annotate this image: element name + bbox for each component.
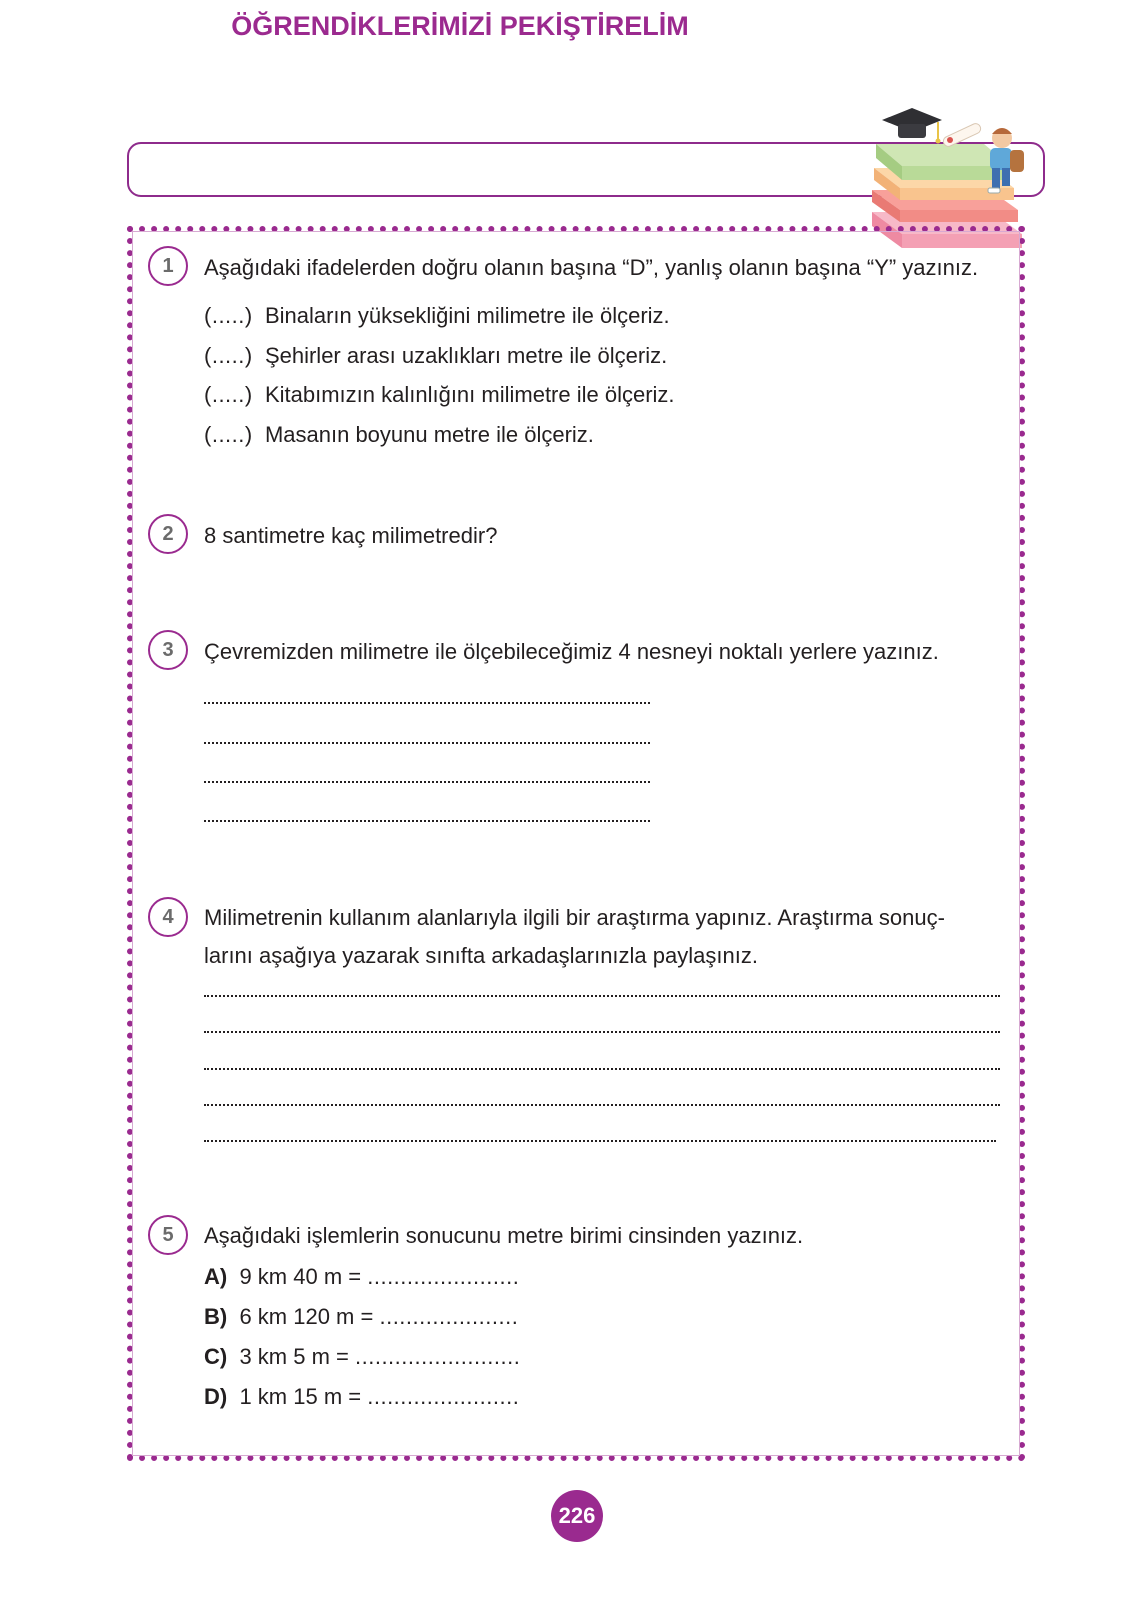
q5-item-a-blank[interactable]: ....................... xyxy=(367,1264,520,1289)
q1-item-4-blank[interactable]: (.....) xyxy=(204,422,253,447)
q4-answer-line-2[interactable] xyxy=(204,1029,1000,1033)
q5-item-c-expr: 3 km 5 m = xyxy=(239,1344,349,1369)
child-icon xyxy=(988,128,1024,193)
q5-item-a xyxy=(204,1263,519,1291)
q1-item-1-text: Binaların yüksekliğini milimetre ile ölçeriz. xyxy=(264,303,670,328)
q5-item-b-expr: 6 km 120 m = xyxy=(239,1304,374,1329)
question-4-number: 4 xyxy=(148,897,188,937)
page-number: 226 xyxy=(551,1490,603,1542)
q5-item-c-blank[interactable]: ......................... xyxy=(355,1344,521,1369)
question-2-number: 2 xyxy=(148,514,188,554)
q1-item-2 xyxy=(204,342,667,370)
q5-item-d-blank[interactable]: ....................... xyxy=(367,1384,520,1409)
question-3-prompt: Çevremizden milimetre ile ölçebileceğimiz 4 nesneyi noktalı yerlere yazınız. xyxy=(204,639,939,664)
graduation-cap-icon xyxy=(882,108,942,144)
q5-item-d xyxy=(204,1383,519,1411)
q5-item-b-label: B) xyxy=(204,1304,228,1329)
q4-answer-line-3[interactable] xyxy=(204,1066,1000,1070)
question-4-prompt-line-2: larını aşağıya yazarak sınıfta arkadaşlarınızla paylaşınız. xyxy=(204,943,758,968)
q4-answer-line-1[interactable] xyxy=(204,993,1000,997)
question-1-prompt: Aşağıdaki ifadelerden doğru olanın başına “D”, yanlış olanın başına “Y” yazınız. xyxy=(204,255,979,280)
q1-item-3 xyxy=(204,381,675,409)
q1-item-1 xyxy=(204,302,670,330)
q4-answer-line-5[interactable] xyxy=(204,1138,996,1142)
q1-item-1-blank[interactable]: (.....) xyxy=(204,303,253,328)
question-3-number: 3 xyxy=(148,630,188,670)
q5-item-c-label: C) xyxy=(204,1344,228,1369)
question-1-number: 1 xyxy=(148,246,188,286)
q3-answer-line-4[interactable] xyxy=(204,818,650,822)
q5-item-d-expr: 1 km 15 m = xyxy=(239,1384,362,1409)
q5-item-d-label: D) xyxy=(204,1384,228,1409)
q5-item-a-label: A) xyxy=(204,1264,228,1289)
question-5-prompt: Aşağıdaki işlemlerin sonucunu metre birimi cinsinden yazınız. xyxy=(204,1223,804,1248)
q1-item-2-blank[interactable]: (.....) xyxy=(204,343,253,368)
q1-item-3-blank[interactable]: (.....) xyxy=(204,382,253,407)
q3-answer-line-2[interactable] xyxy=(204,740,650,744)
q5-item-c xyxy=(204,1343,520,1371)
section-title: ÖĞRENDİKLERİMİZİ PEKİŞTİRELİM xyxy=(231,11,689,41)
question-5-number: 5 xyxy=(148,1215,188,1255)
question-4-prompt-line-1: Milimetrenin kullanım alanlarıyla ilgili bir araştırma yapınız. Araştırma sonuç- xyxy=(204,905,945,930)
q5-item-a-expr: 9 km 40 m = xyxy=(239,1264,362,1289)
q1-item-4-text: Masanın boyunu metre ile ölçeriz. xyxy=(264,422,594,447)
q3-answer-line-3[interactable] xyxy=(204,779,650,783)
question-2-prompt: 8 santimetre kaç milimetredir? xyxy=(204,523,498,548)
q5-item-b xyxy=(204,1303,518,1331)
q1-item-4 xyxy=(204,421,594,449)
q1-item-2-text: Şehirler arası uzaklıkları metre ile ölçeriz. xyxy=(264,343,668,368)
q1-item-3-text: Kitabımızın kalınlığını milimetre ile ölçeriz. xyxy=(264,382,675,407)
q5-item-b-blank[interactable]: ..................... xyxy=(379,1304,519,1329)
q3-answer-line-1[interactable] xyxy=(204,700,650,704)
q4-answer-line-4[interactable] xyxy=(204,1102,1000,1106)
